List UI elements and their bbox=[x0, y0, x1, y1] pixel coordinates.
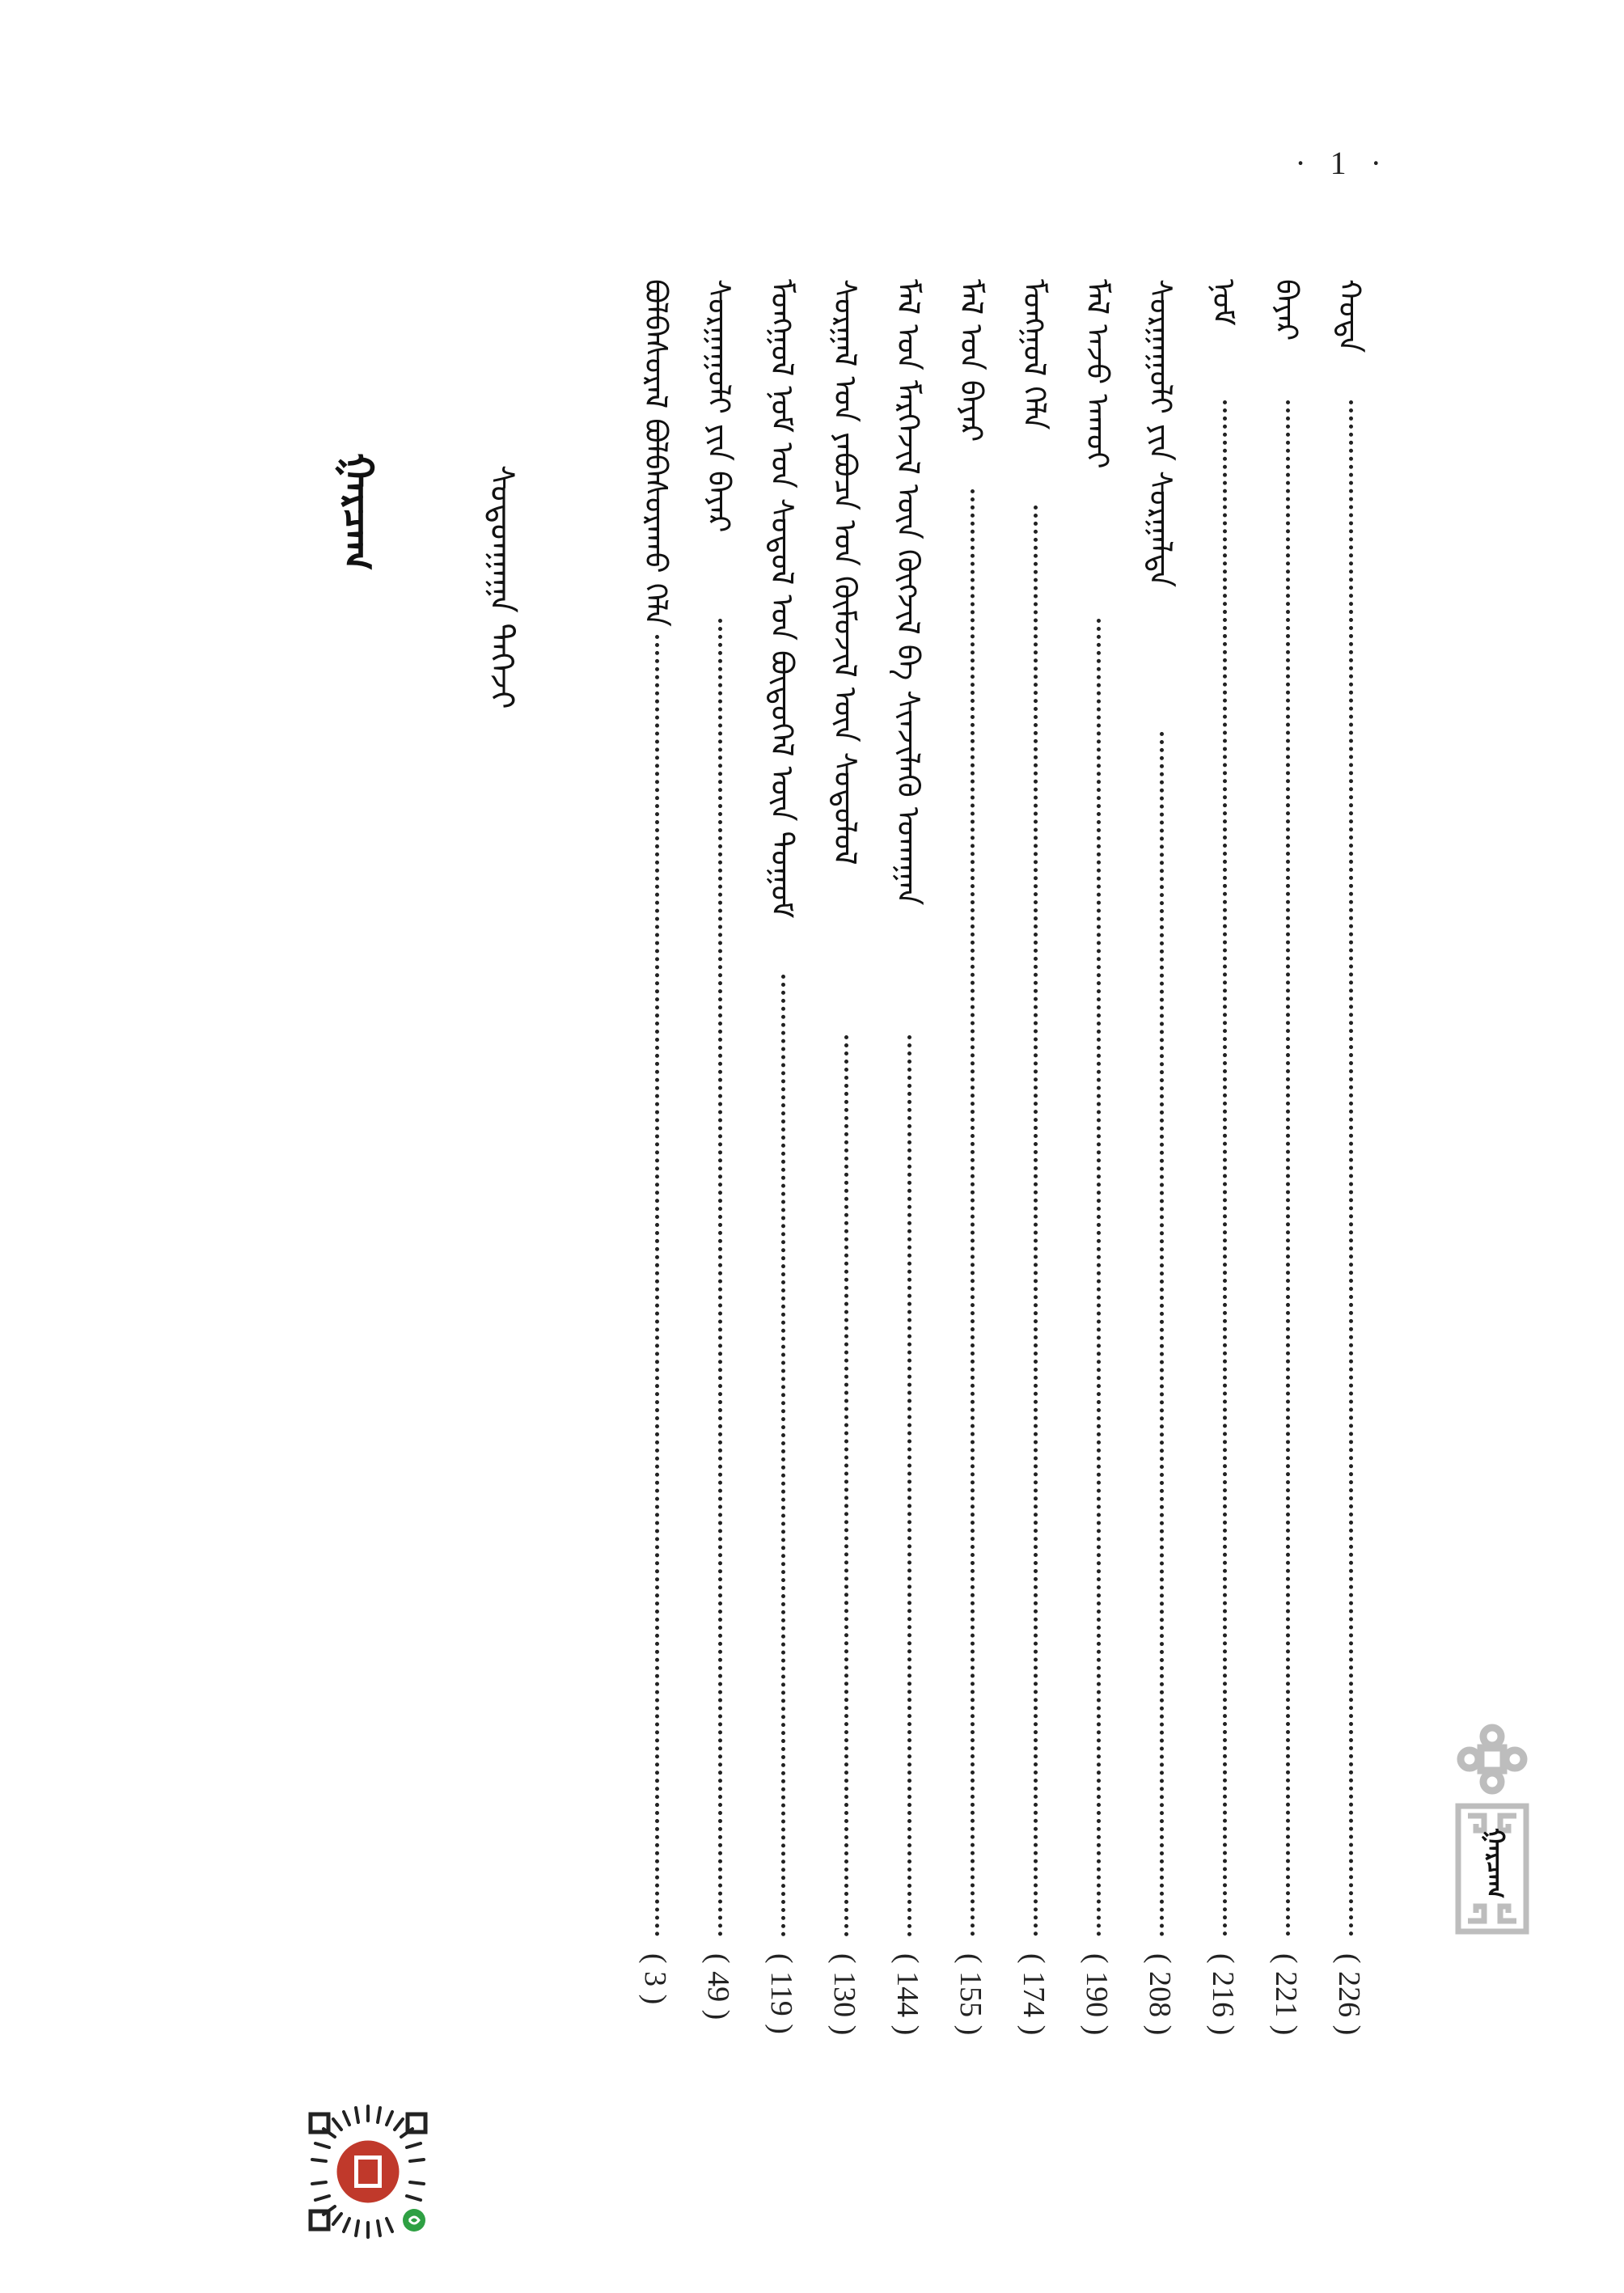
toc-entry[interactable] bbox=[1137, 279, 1186, 2058]
toc-entry[interactable] bbox=[1200, 279, 1249, 2058]
toc-leader-dots bbox=[718, 619, 722, 1937]
toc-leader-dots bbox=[1223, 400, 1227, 1937]
toc-entry-title: ᠰᠤᠷᠭᠠᠯ ᠤᠨ ᠶᠠᠪᠤᠴᠠ ᠤᠨ ᠬᠦᠮᠦᠵᠢᠯ ᠦᠨ ᠰᠤᠳᠤᠯᠤᠯ bbox=[827, 279, 863, 865]
toc-entry[interactable] bbox=[822, 279, 870, 2058]
toc-leader-dots bbox=[844, 1035, 848, 1937]
toc-leader-dots bbox=[1097, 619, 1101, 1937]
toc-entry-page: ( 216 ) bbox=[1206, 1953, 1240, 2036]
toc-entry-title: ᠨᠣᠮ bbox=[1206, 279, 1241, 326]
toc-leader-dots bbox=[1286, 400, 1290, 1937]
toc-entry-title: ᠰᠤᠷᠭᠠᠭᠤᠯᠢ ᠶᠢᠨ ᠰᠤᠷᠭᠠᠯᠲᠠ bbox=[1143, 279, 1178, 588]
toc-entry-title: ᠰᠤᠷᠭᠠᠭᠤᠯᠢ ᠶᠢᠨ ᠪᠠᠶᠠᠷ bbox=[701, 279, 737, 533]
toc-entry-page: ( 155 ) bbox=[954, 1953, 988, 2036]
toc-leader-dots bbox=[1034, 506, 1038, 1937]
book-title: ᠭᠠᠷᠴᠠᠭ bbox=[335, 453, 382, 571]
toc-leader-dots bbox=[1349, 400, 1353, 1937]
toc-entry[interactable] bbox=[948, 279, 996, 2058]
toc-entry[interactable] bbox=[1326, 279, 1375, 2058]
qr-code-icon bbox=[299, 2103, 437, 2240]
toc-entry[interactable] bbox=[1263, 279, 1312, 2058]
toc-entry-title: ᠪᠠᠶᠠᠷ bbox=[1269, 279, 1305, 341]
toc-entry[interactable] bbox=[885, 279, 933, 2058]
qr-code[interactable] bbox=[299, 2103, 437, 2240]
toc-leader-dots bbox=[971, 489, 975, 1937]
toc-entry-title: ᠮᠣᠩᠭᠣᠯ ᠨᠣᠮ ᠤᠨ ᠰᠤᠳᠤᠯ ᠤᠨ ᠪᠦᠲᠦᠭᠡᠯ ᠦᠨ ᠲᠣᠭᠤᠮ bbox=[764, 279, 800, 919]
toc-entry-title: ᠮᠣᠩᠭᠣᠯ ᠬᠡᠯᠡ bbox=[1017, 279, 1052, 430]
emblem-label: ᠭᠠᠷᠴᠠᠭ bbox=[1481, 1828, 1509, 1899]
toc-leader-dots bbox=[1160, 732, 1164, 1937]
toc-entry-page: ( 226 ) bbox=[1332, 1953, 1366, 2036]
toc-entry-page: ( 3 ) bbox=[638, 1953, 672, 2005]
toc-entry-title: ᠪᠣᠯᠪᠠᠰᠤᠷᠠᠯ ᠪᠣᠯᠪᠠᠰᠤᠷᠠᠬᠤ ᠬᠡᠯᠡ bbox=[638, 279, 674, 627]
toc-entry-page: ( 208 ) bbox=[1143, 1953, 1177, 2036]
toc-entry-page: ( 221 ) bbox=[1269, 1953, 1303, 2036]
toc-entry-title: ᠮᠠᠯ ᠠᠵᠤ ᠠᠬᠤᠢ bbox=[1080, 279, 1115, 469]
toc-entry-page: ( 49 ) bbox=[701, 1953, 735, 2020]
toc-entry[interactable] bbox=[1074, 279, 1123, 2058]
toc-entry[interactable] bbox=[696, 279, 744, 2058]
decorative-emblem bbox=[1452, 1719, 1533, 1937]
toc-leader-dots bbox=[907, 1035, 911, 1937]
toc-entry-page: ( 130 ) bbox=[827, 1953, 861, 2036]
toc-entry-page: ( 144 ) bbox=[890, 1953, 924, 2036]
toc-entry[interactable] bbox=[632, 279, 681, 2058]
table-of-contents bbox=[631, 279, 1375, 2058]
toc-entry-page: ( 190 ) bbox=[1080, 1953, 1114, 2036]
page-number: · 1 · bbox=[1295, 145, 1389, 181]
toc-entry[interactable] bbox=[1011, 279, 1059, 2058]
toc-entry[interactable] bbox=[759, 279, 807, 2058]
toc-entry-page: ( 119 ) bbox=[764, 1953, 798, 2034]
toc-entry-title: ᠮᠠᠯ ᠤᠨ ᠮᠡᠷᠭᠡᠵᠢᠯ ᠦᠨ ᠬᠥᠭᠵᠢᠯ ᠪᠠ ᠰᠢᠨᠵᠢᠯᠡᠬᠦ ᠤᠬᠠᠭᠠᠨ bbox=[890, 279, 926, 906]
toc-entry-title: ᠬᠣᠲᠠ bbox=[1332, 279, 1368, 353]
toc-entry-page: ( 174 ) bbox=[1017, 1953, 1051, 2036]
toc-leader-dots bbox=[655, 635, 659, 1937]
author-name: ᠰᠣᠳᠤᠨᠭᠠᠭᠠ ᠳᠡᠭᠡᠵᠢ bbox=[483, 465, 520, 709]
toc-entry-title: ᠮᠠᠯ ᠤᠨ ᠪᠠᠶᠠᠷ bbox=[954, 279, 989, 442]
toc-leader-dots bbox=[781, 975, 785, 1937]
